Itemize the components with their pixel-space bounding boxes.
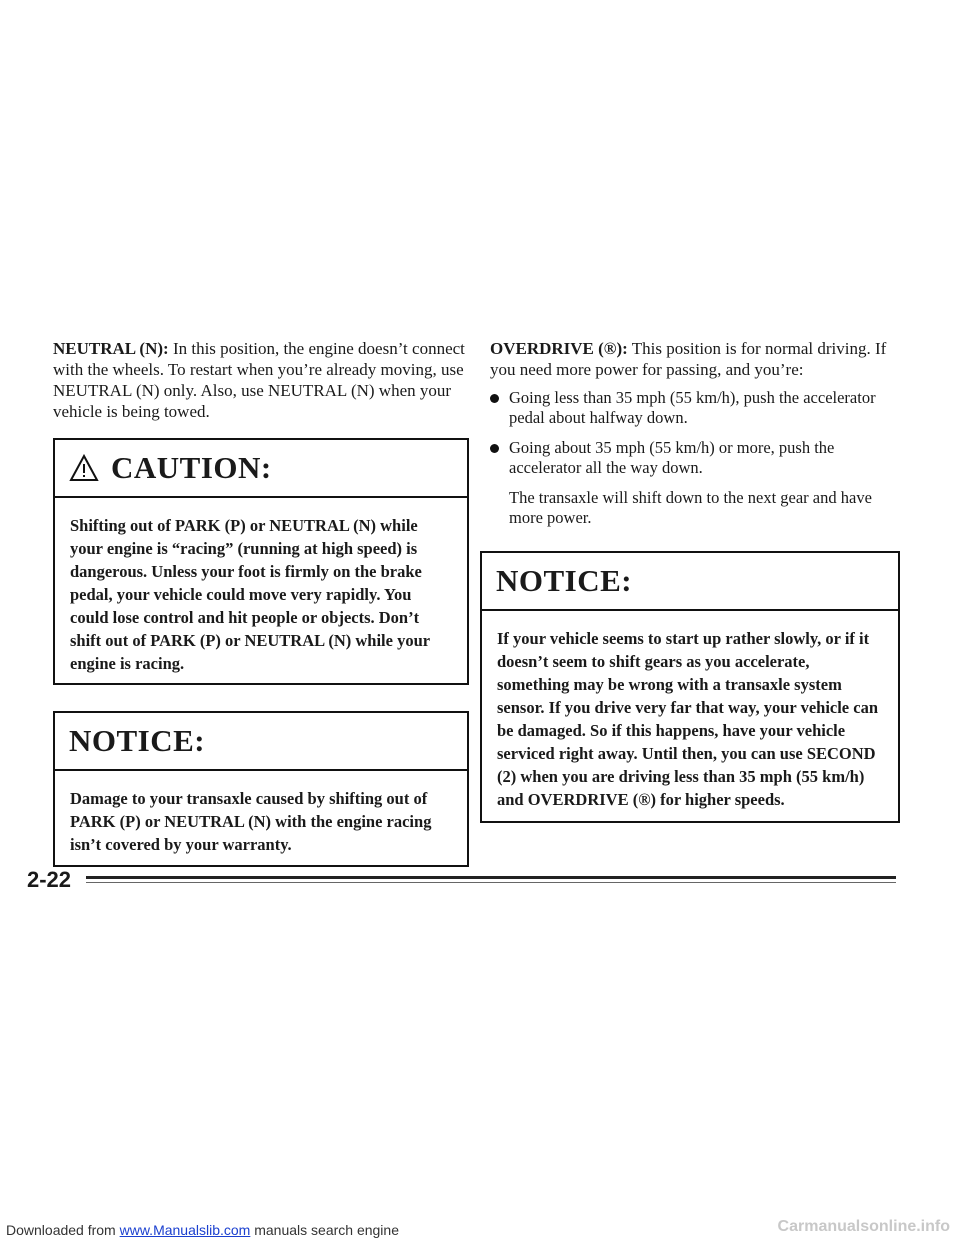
footer-prefix: Downloaded from: [6, 1222, 116, 1238]
overdrive-paragraph: [490, 338, 904, 380]
footer-bar: [0, 1218, 960, 1242]
left-column: [53, 338, 465, 422]
left-notice-header: [55, 713, 467, 771]
caution-header: [55, 440, 467, 498]
caution-body: Shifting out of PARK (P) or NEUTRAL (N) while your engine is “racing” (running at high speed) is dangerous. Unless your foot is firmly on the brake pedal, your vehicle could move very rapidly. You could lose control and hit people or objects. Don’t shift out of PARK (P) or NEUTRAL (N) while your engine is racing.: [70, 516, 430, 673]
footer-suffix: manuals search engine: [254, 1222, 399, 1238]
page-number: 2-22: [27, 867, 72, 892]
neutral-paragraph: [53, 338, 465, 422]
overdrive-bullets: [490, 388, 904, 478]
neutral-lead: NEUTRAL (N):: [53, 339, 169, 358]
transaxle-note: The transaxle will shift down to the next gear and have more power.: [509, 488, 872, 527]
footer-attribution: [6, 1222, 399, 1238]
right-notice-box: [480, 551, 900, 823]
watermark: Carmanualsonline.info: [777, 1218, 950, 1235]
bullet-icon: [490, 444, 499, 453]
left-notice-box: [53, 711, 469, 867]
right-column: [490, 338, 904, 528]
manualslib-link[interactable]: www.Manualslib.com: [119, 1222, 251, 1238]
right-notice-body: If your vehicle seems to start up rather slowly, or if it doesn’t seem to shift gears as you accelerate, something may be wrong with a transaxle system sensor. If you drive very far that way, your vehicle can be damaged. So if this happens, have your vehicle serviced right away. Until then, you can use SECOND (2) when you are driving less than 35 mph (55 km/h) and OVERDRIVE (®) for higher speeds.: [497, 629, 879, 809]
warning-triangle-icon: [69, 454, 99, 482]
page-rule: [86, 876, 896, 879]
list-item: Going less than 35 mph (55 km/h), push the accelerator pedal about halfway down.: [490, 388, 904, 428]
overdrive-text: This position is for normal driving. If you need more power for passing, and you’re:: [490, 339, 887, 379]
list-item: Going about 35 mph (55 km/h) or more, push the accelerator all the way down.: [490, 438, 904, 478]
caution-box: [53, 438, 469, 685]
overdrive-lead: OVERDRIVE (®):: [490, 339, 628, 358]
left-notice-title: NOTICE:: [69, 723, 206, 758]
right-notice-title: NOTICE:: [496, 563, 633, 598]
neutral-text: In this position, the engine doesn’t connect with the wheels. To restart when you’re already moving, use NEUTRAL (N) only. Also, use NEUTRAL (N) when your vehicle is being towed.: [53, 339, 465, 421]
caution-title: CAUTION:: [111, 450, 272, 485]
left-notice-body: Damage to your transaxle caused by shifting out of PARK (P) or NEUTRAL (N) with the engine racing isn’t covered by your warranty.: [70, 789, 432, 854]
bullet-icon: [490, 394, 499, 403]
page-rule-thin: [86, 882, 896, 883]
right-notice-header: [482, 553, 898, 611]
